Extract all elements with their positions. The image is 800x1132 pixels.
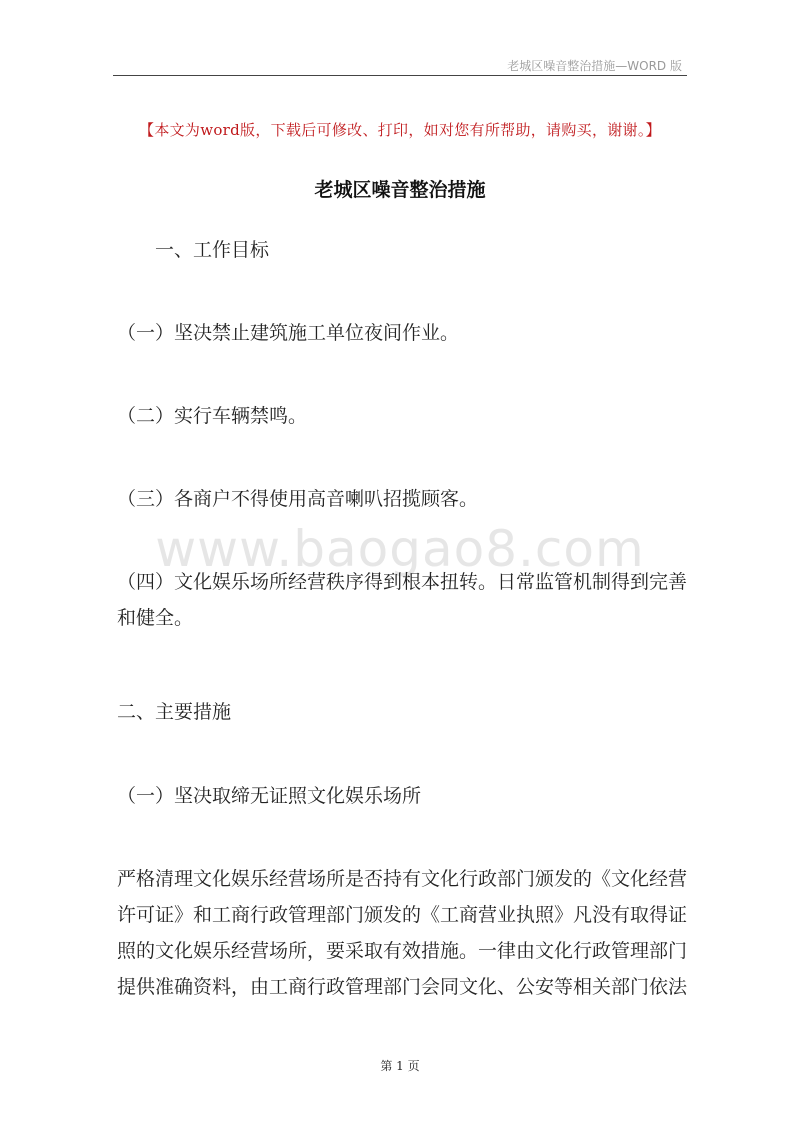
goal-item-4: （四）文化娱乐场所经营秩序得到根本扭转。日常监管机制得到完善和健全。 [117,571,688,629]
goal-item-1: （一）坚决禁止建筑施工单位夜间作业。 [117,322,460,344]
running-header: 老城区噪音整治措施—WORD 版 [507,59,682,73]
measures-heading: 二、主要措施 [117,701,232,723]
measure-item-1: （一）坚决取缔无证照文化娱乐场所 [117,785,422,807]
goal-item-2: （二）实行车辆禁鸣。 [117,405,308,427]
document-title: 老城区噪音整治措施 [314,179,486,201]
goals-heading: 一、工作目标 [155,239,270,261]
goal-item-3: （三）各商户不得使用高音喇叭招揽顾客。 [117,488,479,510]
download-notice: 【本文为word版，下载后可修改、打印，如对您有所帮助，请购买，谢谢。】 [139,121,661,139]
body-paragraph: 严格清理文化娱乐经营场所是否持有文化行政部门颁发的《文化经营许可证》和工商行政管理部门颁发的《工商营业执照》凡没有取得证照的文化娱乐经营场所，要采取有效措施。一律由文化行政管理部门提供准确资料，由工商行政管理部门会同文化、公安等相关部门依法 [117,868,688,998]
watermark: www.baogao8.com [155,520,645,578]
page-number: 第 1 页 [380,1059,420,1073]
header-divider [113,75,687,76]
